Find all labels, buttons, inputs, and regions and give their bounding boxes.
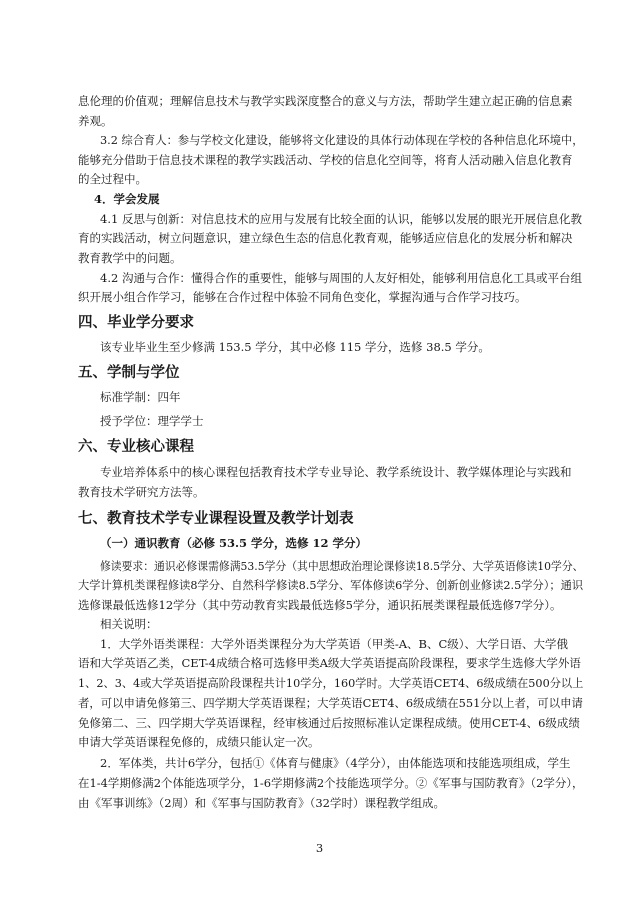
subheading-line: （一）通识教育（必修 53.5 学分，选修 12 学分） — [100, 536, 368, 550]
text-line: 标准学制：四年 — [100, 390, 181, 404]
text-line: 息伦理的价值观；理解信息技术与教学实践深度整合的意义与方法，帮助学生建立起正确的信息素 — [78, 94, 573, 108]
section-heading: 四、毕业学分要求 — [78, 314, 194, 331]
text-line: 的全过程中。 — [78, 172, 147, 186]
text-line: 1．大学外语类课程：大学外语类课程分为大学英语（甲类-A、B、C级）、大学日语、大学俄 — [100, 637, 569, 651]
text-line: 者，可以申请免修第三、四学期大学英语课程；大学英语CET4、6级成绩在551分以上者，可以申请 — [78, 696, 583, 710]
text-line: 织开展小组合作学习，能够在合作过程中体验不同角色变化，掌握沟通与合作学习技巧。 — [78, 290, 527, 304]
text-line: 语和大学英语乙类，CET-4成绩合格可选修甲类A级大学英语提高阶段课程，要求学生选修大学外语 — [78, 656, 581, 670]
section-heading: 五、学制与学位 — [78, 364, 180, 381]
text-line: 在1-4学期修满2个体能选项学分，1-6学期修满2个技能选项学分。②《军事与国防教育》（2学分）， — [78, 776, 584, 790]
text-line: 育的实践活动，树立问题意识，建立绿色生态的信息化教育观，能够适应信息化的发展分析和解决 — [78, 231, 573, 245]
text-line: 大学计算机类课程修读8学分、自然科学修读8.5学分、军体修读6学分、创新创业修读2.5学分）；通识 — [78, 578, 584, 592]
text-line: 修读要求：通识必修课需修满53.5学分（其中思想政治理论课修读18.5学分、大学英语修读10学分、 — [100, 559, 584, 573]
text-line: 相关说明： — [100, 617, 158, 631]
section-heading: 六、专业核心课程 — [78, 438, 194, 455]
text-line: 教育技术学研究方法等。 — [78, 485, 205, 499]
text-line: 3.2 综合育人：参与学校文化建设，能够将文化建设的具体行动体现在学校的各种信息化环境中， — [100, 133, 584, 147]
text-line: 专业培养体系中的核心课程包括教育技术学专业导论、教学系统设计、教学媒体理论与实践和 — [100, 465, 572, 479]
text-line: 能够充分借助于信息技术课程的教学实践活动、学校的信息化空间等，将育人活动融入信息化教育 — [78, 153, 573, 167]
text-line: 免修第二、三、四学期大学英语课程，经审核通过后按照标准认定课程成绩。使用CET-4、6级成绩 — [78, 716, 580, 730]
text-line: 2．军体类，共计6学分，包括①《体育与健康》（4学分），由体能选项和技能选项组成，学生 — [100, 756, 571, 770]
text-line: 授予学位：理学学士 — [100, 414, 204, 428]
page-number: 3 — [315, 841, 324, 855]
text-line: 4.2 沟通与合作：懂得合作的重要性，能够与周围的人友好相处，能够利用信息化工具或平台组 — [100, 271, 582, 285]
text-line: 申请大学英语课程免修的，成绩只能认定一次。 — [78, 735, 320, 749]
text-line: 由《军事训练》（2周）和《军事与国防教育》（32学时）课程教学组成。 — [78, 796, 445, 810]
section-heading: 七、教育技术学专业课程设置及教学计划表 — [78, 510, 354, 527]
subheading-line: 4．学会发展 — [94, 192, 160, 206]
text-line: 养观。 — [78, 114, 113, 128]
text-line: 教育教学中的问题。 — [78, 251, 182, 265]
text-line: 该专业毕业生至少修满 153.5 学分，其中必修 115 学分，选修 38.5 学分。 — [100, 340, 490, 354]
text-line: 4.1 反思与创新：对信息技术的应用与发展有比较全面的认识，能够以发展的眼光开展信息化教 — [100, 212, 582, 226]
text-line: 1、2、3、4或大学英语提高阶段课程共计10学分，160学时。大学英语CET4、6级成绩在500分以上 — [78, 676, 584, 690]
text-line: 选修课最低选修12学分（其中劳动教育实践最低选修5学分，通识拓展类课程最低选修7学分）。 — [78, 598, 562, 612]
